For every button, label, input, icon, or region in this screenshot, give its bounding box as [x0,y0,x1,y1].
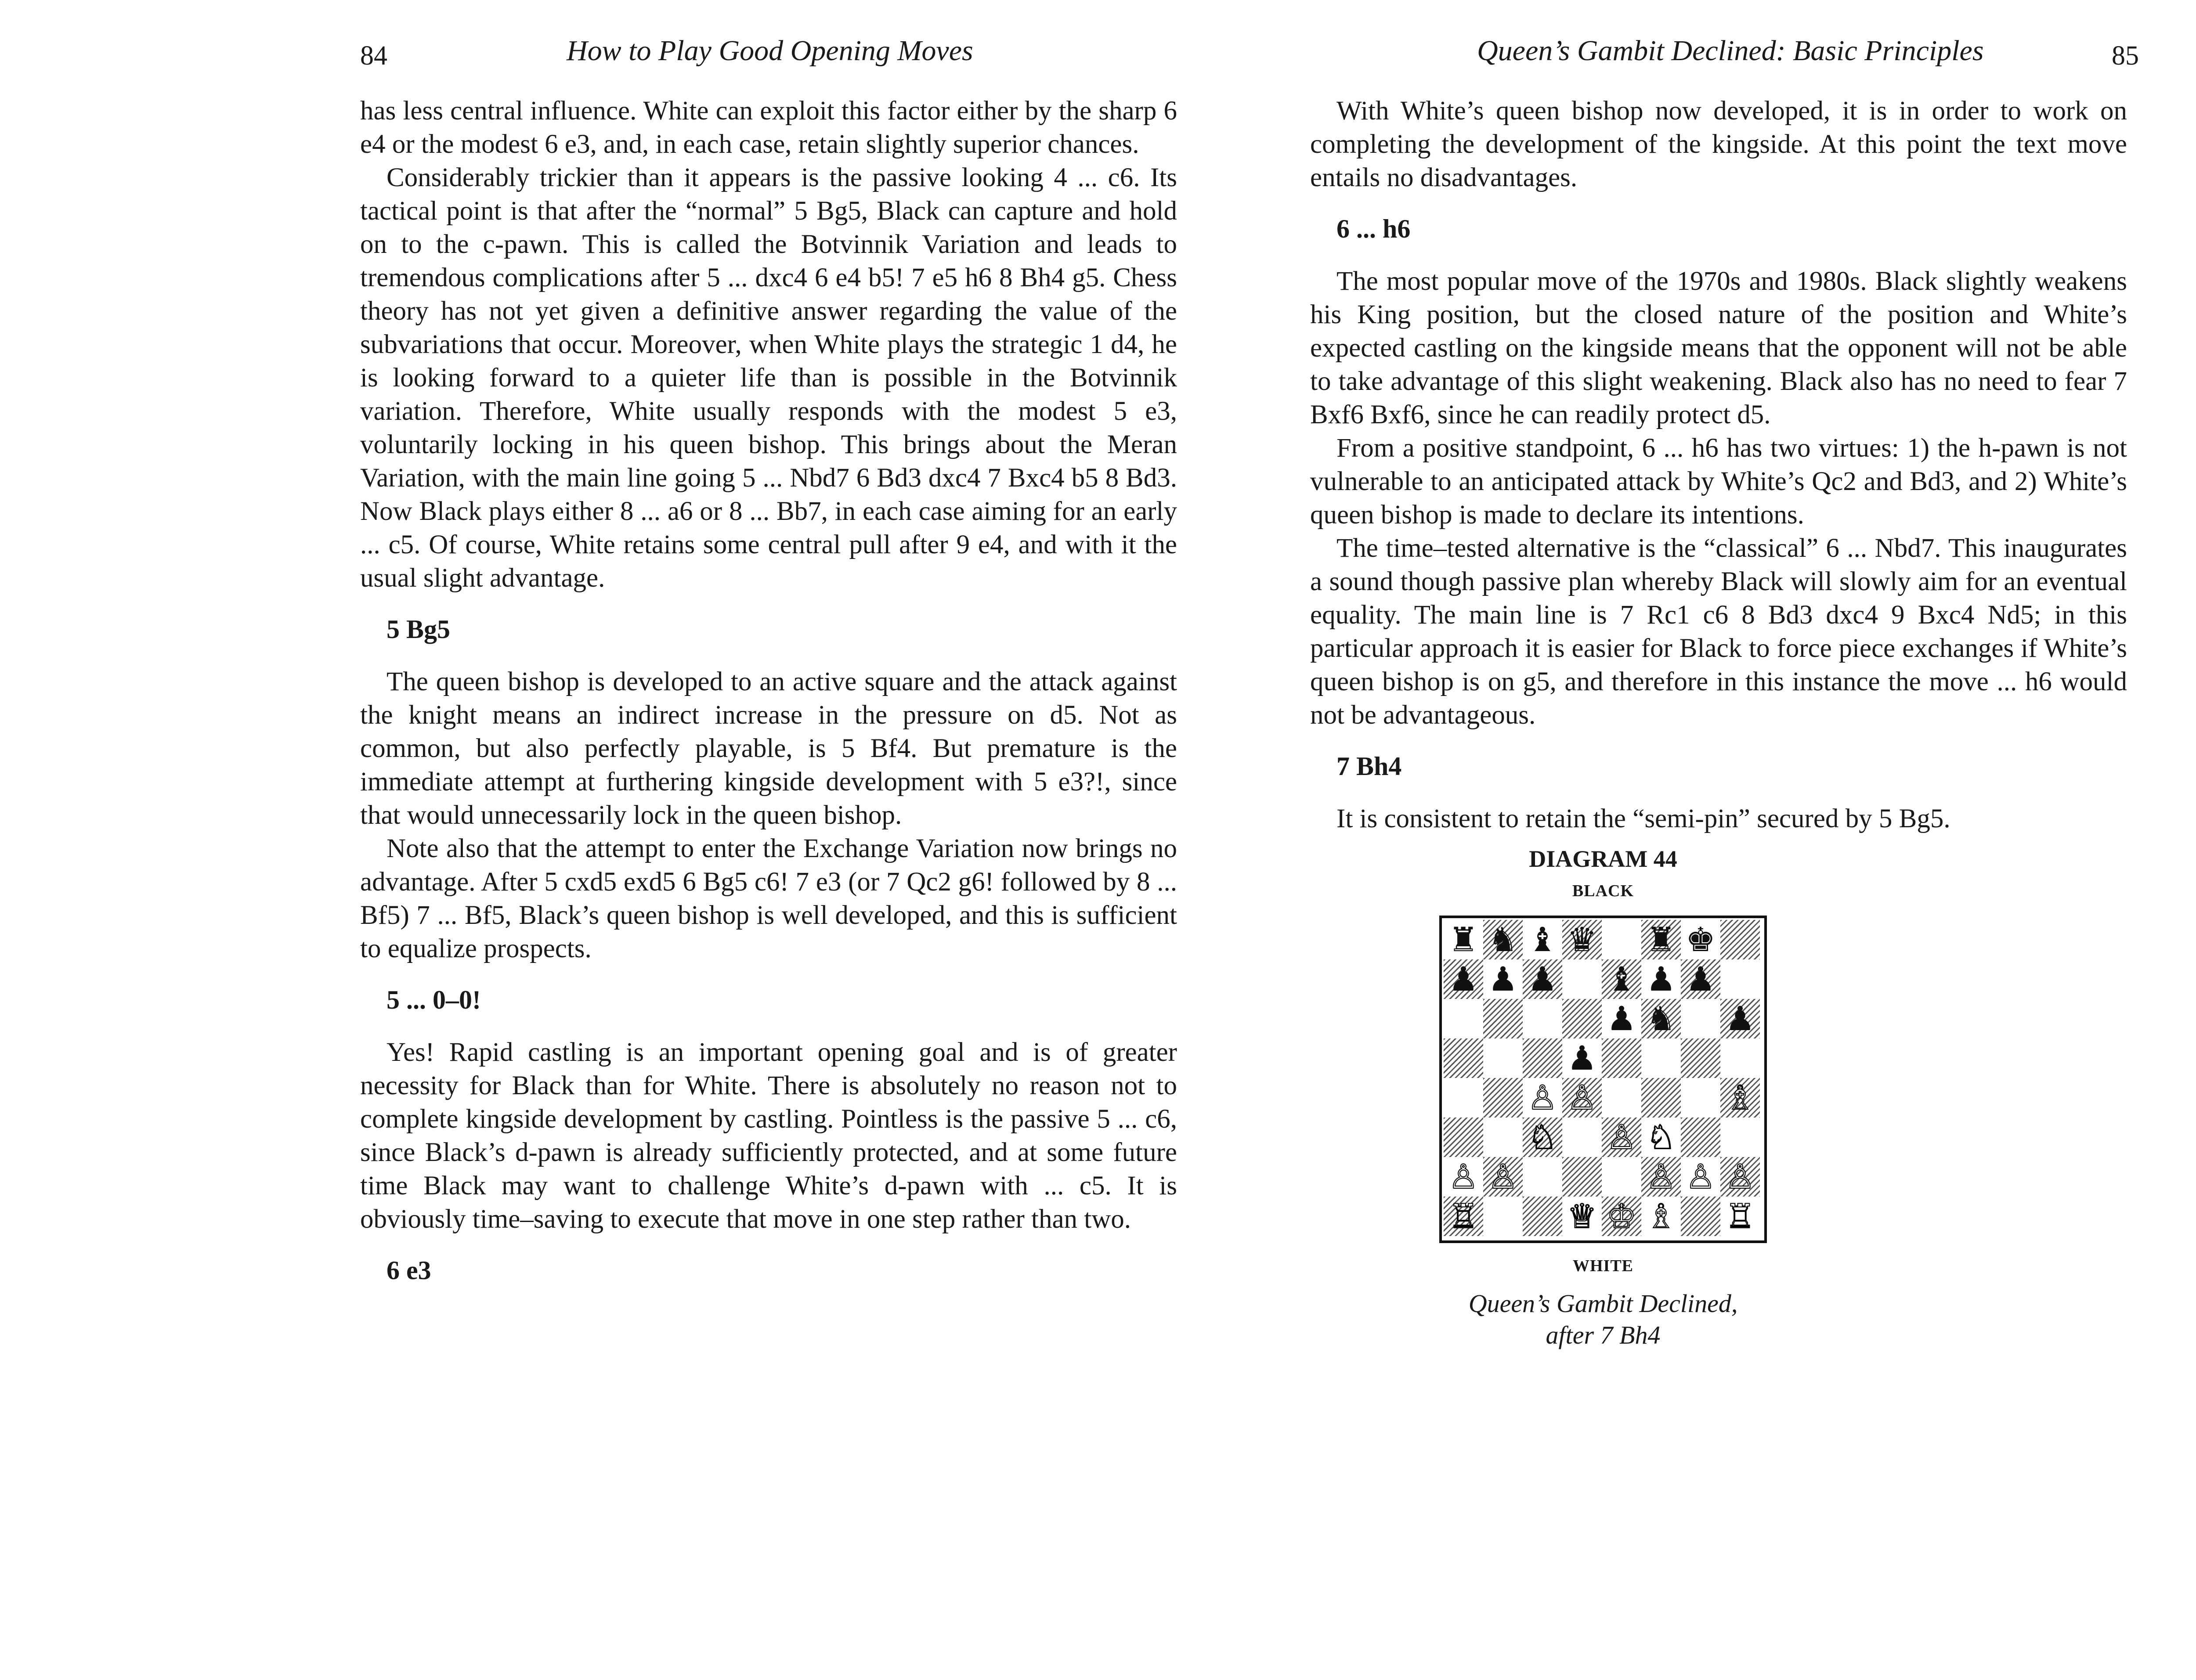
board-square-d6 [1562,999,1602,1038]
paragraph: has less central influence. White can exploit this factor either by the sharp 6 e4 or the modest 6 e3, and, in each case, retain slightly superior chances. [360,96,1177,159]
board-square-h3 [1720,1118,1760,1157]
board-square-f7 [1641,959,1681,999]
white-pawn-icon: ♙ [1685,1157,1716,1196]
board-square-g2 [1681,1157,1720,1197]
board-square-c6 [1523,999,1562,1038]
board-square-h6 [1720,999,1760,1038]
board-square-h7 [1720,959,1760,999]
board-square-f8 [1641,920,1681,959]
black-bishop-icon: ♝ [1527,920,1558,959]
board-square-h5 [1720,1038,1760,1078]
board-square-b5 [1483,1038,1523,1078]
board-square-e1 [1602,1197,1641,1236]
move-heading: 5 ... 0–0! [386,985,481,1014]
white-pawn-icon: ♙ [1606,1118,1637,1157]
board-square-d5 [1562,1038,1602,1078]
white-queen-icon: ♕ [1567,1197,1597,1236]
board-square-b3 [1483,1118,1523,1157]
paragraph: The time–tested alternative is the “classical” 6 ... Nbd7. This inaugurates a sound though passive plan whereby Black will slowly aim for an eventual equality. The main line is 7 Rc1 c6 8 Bd3 dxc4 9 Bxc4 Nd5; in this particular approach it is easier for Black to force piece exchanges if White’s queen bishop is on g5, and therefore in this instance the move ... h6 would not be advantageous. [1310,534,2127,730]
white-pawn-icon: ♙ [1725,1157,1755,1196]
paragraph: Considerably trickier than it appears is the passive looking 4 ... c6. Its tactical point is that after the “normal” 5 Bg5, Black can capture and hold on to the c-pawn. This is called the Botvinnik Variation and leads to tremendous complications after 5 ... dxc4 6 e4 b5! 7 e5 h6 8 Bh4 g5. Chess theory has not yet given a definitive answer regarding the value of the subvariations that occur. Moreover, when White plays the strategic 1 d4, he is looking forward to a quieter life than is possible in the Botvinnik variation. Therefore, White usually responds with the modest 5 e3, voluntarily locking in his queen bishop. This brings about the Meran Variation, with the main line going 5 ... Nbd7 6 Bd3 dxc4 7 Bxc4 b5 8 Bd3. Now Black plays either 8 ... a6 or 8 ... Bb7, in each case aiming for an early ... c5. Of course, White retains some central pull after 9 e4, and with it the usual slight advantage. [360,163,1177,593]
board-square-b7 [1483,959,1523,999]
board-square-d7 [1562,959,1602,999]
white-knight-icon: ♘ [1527,1118,1558,1157]
right-page [1154,0,2196,1680]
white-bishop-icon: ♗ [1646,1197,1676,1236]
board-square-g6 [1681,999,1720,1038]
board-square-g1 [1681,1197,1720,1236]
left-text-column [360,94,1177,1306]
paragraph: Yes! Rapid castling is an important opening goal and is of greater necessity for Black than for White. There is absolutely no reason not to complete kingside development by castling. Pointless is the passive 5 ... c6, since Black’s d-pawn is already sufficiently protected, and at some future time Black may want to challenge White’s d-pawn with ... c5. It is obviously time–saving to execute that move in one step rather than two. [360,1038,1177,1234]
black-rook-icon: ♜ [1646,920,1676,959]
white-pawn-icon: ♙ [1646,1157,1676,1196]
board-square-a4 [1444,1078,1483,1118]
white-bishop-icon: ♗ [1725,1078,1755,1117]
board-square-h1 [1720,1197,1760,1236]
board-square-g3 [1681,1118,1720,1157]
board-square-a8 [1444,920,1483,959]
board-square-d1 [1562,1197,1602,1236]
black-queen-icon: ♛ [1567,920,1597,959]
board-square-c2 [1523,1157,1562,1197]
board-square-e6 [1602,999,1641,1038]
board-square-d2 [1562,1157,1602,1197]
running-head-left: How to Play Good Opening Moves [567,35,973,67]
move-heading: 6 e3 [386,1256,431,1285]
white-king-icon: ♔ [1606,1197,1637,1236]
white-pawn-icon: ♙ [1448,1157,1479,1196]
page-number-right: 85 [2112,41,2139,71]
black-pawn-icon: ♟ [1448,959,1479,999]
board-square-d8 [1562,920,1602,959]
board-square-g7 [1681,959,1720,999]
board-square-f4 [1641,1078,1681,1118]
black-bishop-icon: ♝ [1606,959,1637,999]
white-rook-icon: ♖ [1448,1197,1479,1236]
board-square-e8 [1602,920,1641,959]
board-square-d3 [1562,1118,1602,1157]
black-king-icon: ♚ [1685,920,1716,959]
board-square-c1 [1523,1197,1562,1236]
board-square-g8 [1681,920,1720,959]
board-square-a7 [1444,959,1483,999]
board-square-b6 [1483,999,1523,1038]
paragraph: With White’s queen bishop now developed, it is in order to work on completing the development of the kingside. At this point the text move entails no disadvantages. [1310,96,2127,192]
running-head-right: Queen’s Gambit Declined: Basic Principles [1477,35,1984,67]
move-heading: 6 ... h6 [1336,214,1411,243]
board-square-c8 [1523,920,1562,959]
board-square-f3 [1641,1118,1681,1157]
board-square-c3 [1523,1118,1562,1157]
board-square-c5 [1523,1038,1562,1078]
board-square-d4 [1562,1078,1602,1118]
chess-diagram [1383,845,1823,1351]
board-square-h8 [1720,920,1760,959]
black-knight-icon: ♞ [1646,999,1676,1038]
diagram-title: DIAGRAM 44 [1529,846,1677,872]
board-square-e4 [1602,1078,1641,1118]
board-square-b4 [1483,1078,1523,1118]
black-side-label: BLACK [1572,882,1634,900]
black-pawn-icon: ♟ [1646,959,1676,999]
paragraph: From a positive standpoint, 6 ... h6 has two virtues: 1) the h-pawn is not vulnerable to an anticipated attack by White’s Qc2 and Bd3, and 2) White’s queen bishop is made to declare its intentions. [1310,433,2127,530]
board-square-a3 [1444,1118,1483,1157]
white-pawn-icon: ♙ [1488,1157,1518,1196]
board-square-h4 [1720,1078,1760,1118]
black-pawn-icon: ♟ [1685,959,1716,999]
board-square-e3 [1602,1118,1641,1157]
white-knight-icon: ♘ [1646,1118,1676,1157]
black-pawn-icon: ♟ [1606,999,1637,1038]
diagram-caption [1383,1288,1823,1351]
paragraph: Note also that the attempt to enter the Exchange Variation now brings no advantage. After 5 cxd5 exd5 6 Bg5 c6! 7 e3 (or 7 Qc2 g6! followed by 8 ... Bf5) 7 ... Bf5, Black’s queen bishop is well developed, and this is sufficient to equalize prospects. [360,834,1177,963]
black-pawn-icon: ♟ [1527,959,1558,999]
page-number-left: 84 [360,41,387,71]
black-knight-icon: ♞ [1488,920,1518,959]
board-square-g5 [1681,1038,1720,1078]
caption-line: Queen’s Gambit Declined, [1468,1289,1738,1318]
board-square-e5 [1602,1038,1641,1078]
white-pawn-icon: ♙ [1527,1078,1558,1117]
move-heading: 5 Bg5 [386,615,451,644]
black-rook-icon: ♜ [1448,920,1479,959]
board-square-a2 [1444,1157,1483,1197]
chessboard-frame [1439,916,1767,1243]
board-square-a1 [1444,1197,1483,1236]
board-square-a6 [1444,999,1483,1038]
board-square-b8 [1483,920,1523,959]
board-square-f1 [1641,1197,1681,1236]
black-pawn-icon: ♟ [1567,1038,1597,1078]
board-square-c7 [1523,959,1562,999]
black-pawn-icon: ♟ [1725,999,1755,1038]
black-pawn-icon: ♟ [1488,959,1518,999]
board-square-f5 [1641,1038,1681,1078]
paragraph: It is consistent to retain the “semi-pin” secured by 5 Bg5. [1336,804,1950,833]
white-rook-icon: ♖ [1725,1197,1755,1236]
white-pawn-icon: ♙ [1567,1078,1597,1117]
white-side-label: WHITE [1572,1257,1634,1275]
board-square-g4 [1681,1078,1720,1118]
board-square-e7 [1602,959,1641,999]
board-square-f2 [1641,1157,1681,1197]
board-square-c4 [1523,1078,1562,1118]
board-square-b1 [1483,1197,1523,1236]
paragraph: The most popular move of the 1970s and 1980s. Black slightly weakens his King position, but the closed nature of the position and White’s expected castling on the kingside means that the opponent will not be able to take advantage of this slight weakening. Black also has no need to fear 7 Bxf6 Bxf6, since he can readily protect d5. [1310,267,2127,429]
board-square-b2 [1483,1157,1523,1197]
caption-line: after 7 Bh4 [1546,1321,1661,1349]
chessboard [1444,920,1760,1236]
board-square-e2 [1602,1157,1641,1197]
board-square-f6 [1641,999,1681,1038]
move-heading: 7 Bh4 [1336,752,1402,781]
board-square-a5 [1444,1038,1483,1078]
paragraph: The queen bishop is developed to an active square and the attack against the knight means an indirect increase in the pressure on d5. Not as common, but also perfectly playable, is 5 Bf4. But premature is the immediate attempt at furthering kingside development with 5 e3?!, since that would unnecessarily lock in the queen bishop. [360,667,1177,830]
right-text-column [1310,94,2127,836]
board-square-h2 [1720,1157,1760,1197]
